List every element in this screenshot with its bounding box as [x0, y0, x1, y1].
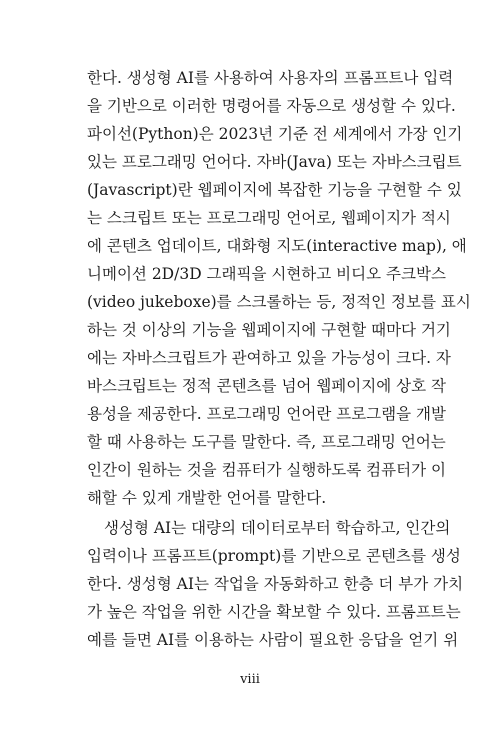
- body-line: 하는 것 이상의 기능을 웹페이지에 구현할 때마다 거기: [87, 321, 451, 339]
- body-line: 에 콘텐츠 업데이트, 대화형 지도(interactive map), 애: [87, 237, 467, 255]
- body-line: 한다. 생성형 AI를 사용하여 사용자의 프롬프트나 입력: [87, 69, 454, 87]
- body-line: 있는 프로그래밍 언어다. 자바(Java) 또는 자바스크립트: [87, 153, 462, 171]
- body-line: 바스크립트는 정적 콘텐츠를 넘어 웹페이지에 상호 작: [87, 377, 446, 395]
- page-number: viii: [240, 672, 260, 687]
- body-line: (video jukeboxe)를 스크롤하는 등, 정적인 정보를 표시: [87, 293, 471, 311]
- body-line: 니메이션 2D/3D 그래픽을 시현하고 비디오 주크박스: [87, 265, 446, 283]
- body-line: 을 기반으로 이러한 명령어를 자동으로 생성할 수 있다.: [87, 97, 456, 115]
- body-line: 해할 수 있게 개발한 언어를 말한다.: [87, 489, 327, 507]
- body-line: 인간이 원하는 것을 컴퓨터가 실행하도록 컴퓨터가 이: [87, 461, 446, 479]
- body-line: 에는 자바스크립트가 관여하고 있을 가능성이 크다. 자: [87, 349, 451, 367]
- body-line: (Javascript)란 웹페이지에 복잡한 기능을 구현할 수 있: [87, 181, 462, 199]
- body-line: 할 때 사용하는 도구를 말한다. 즉, 프로그래밍 언어는: [87, 433, 446, 451]
- body-line: 한다. 생성형 AI는 작업을 자동화하고 한층 더 부가 가치: [87, 575, 464, 593]
- body-line: 용성을 제공한다. 프로그래밍 언어란 프로그램을 개발: [87, 405, 446, 423]
- body-line: 가 높은 작업을 위한 시간을 확보할 수 있다. 프롬프트는: [87, 603, 461, 621]
- body-line: 입력이나 프롬프트(prompt)를 기반으로 콘텐츠를 생성: [87, 547, 461, 565]
- body-line: 생성형 AI는 대량의 데이터로부터 학습하고, 인간의: [104, 519, 451, 537]
- body-line: 예를 들면 AI를 이용하는 사람이 필요한 응답을 얻기 위: [87, 631, 459, 649]
- body-line: 는 스크립트 또는 프로그래밍 언어로, 웹페이지가 적시: [87, 209, 451, 227]
- body-line: 파이선(Python)은 2023년 기준 전 세계에서 가장 인기: [87, 125, 463, 143]
